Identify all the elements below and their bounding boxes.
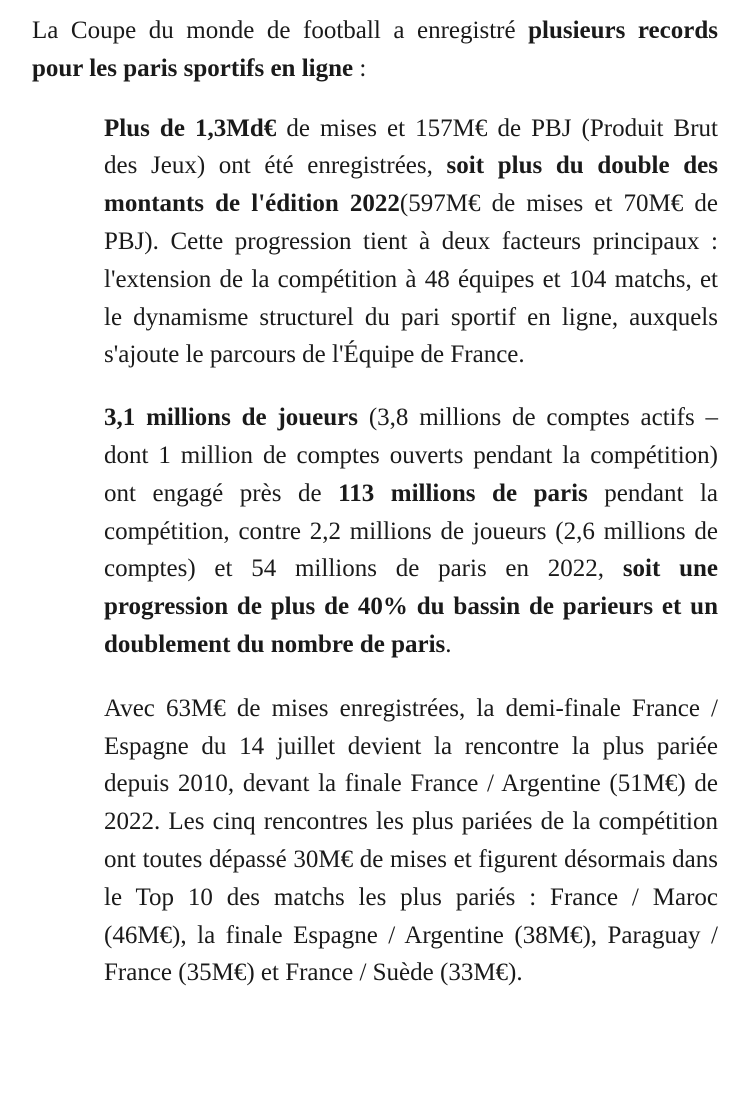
p2-bold-1: 3,1 millions de joueurs	[104, 404, 358, 432]
intro-text-2: :	[353, 54, 367, 82]
p2-text-1: (3,8 millions de comptes actifs – dont 1 million de comptes ouverts pendant la compétition) ont engagé près de	[104, 404, 718, 507]
p2-bold-3: soit une progression de plus de 40% du bassin de parieurs et un doublement du nombre de paris	[104, 555, 718, 658]
p1-text-2: (597M€ de mises et 70M€ de PBJ). Cette progression tient à deux facteurs principaux : l'extension de la compétition à 48 équipes et 104 matchs, et le dynamisme structurel du pari sportif en ligne, auxquels s'ajoute le parcours de l'Équipe de France.	[104, 190, 718, 369]
p2-bold-2: 113 millions de paris	[338, 479, 588, 507]
p1-bold-2: soit plus du double des montants de l'édition 2022	[104, 152, 718, 218]
p3-text-1: Avec 63M€ de mises enregistrées, la demi-finale France / Espagne du 14 juillet devient la rencontre la plus pariée depuis 2010, devant la finale France / Argentine (51M€) de 2022. Les cinq rencontres les plus pariées de la compétition ont toutes dépassé 30M€ de mises et figurent désormais dans le Top 10 des matchs les plus pariés : France / Maroc (46M€), la finale Espagne / Argentine (38M€), Paraguay / France (35M€) et France / Suède (33M€).	[104, 694, 718, 987]
intro-bold-1: plusieurs records pour les paris sportifs en ligne	[32, 17, 718, 82]
p1-text-1: de mises et 157M€ de PBJ (Produit Brut des Jeux) ont été enregistrées,	[104, 114, 718, 180]
paragraph-matches	[104, 690, 718, 992]
p2-text-3: .	[445, 630, 452, 658]
paragraph-stakes	[104, 110, 718, 375]
intro-text-1: La Coupe du monde de football a enregistré	[32, 17, 529, 44]
intro-paragraph	[32, 12, 718, 88]
p1-bold-1: Plus de 1,3Md€	[104, 114, 277, 142]
paragraph-players	[104, 399, 718, 664]
article-body	[32, 12, 718, 992]
p2-text-2: pendant la compétition, contre 2,2 millions de joueurs (2,6 millions de comptes) et 54 millions de paris en 2022,	[104, 479, 718, 583]
